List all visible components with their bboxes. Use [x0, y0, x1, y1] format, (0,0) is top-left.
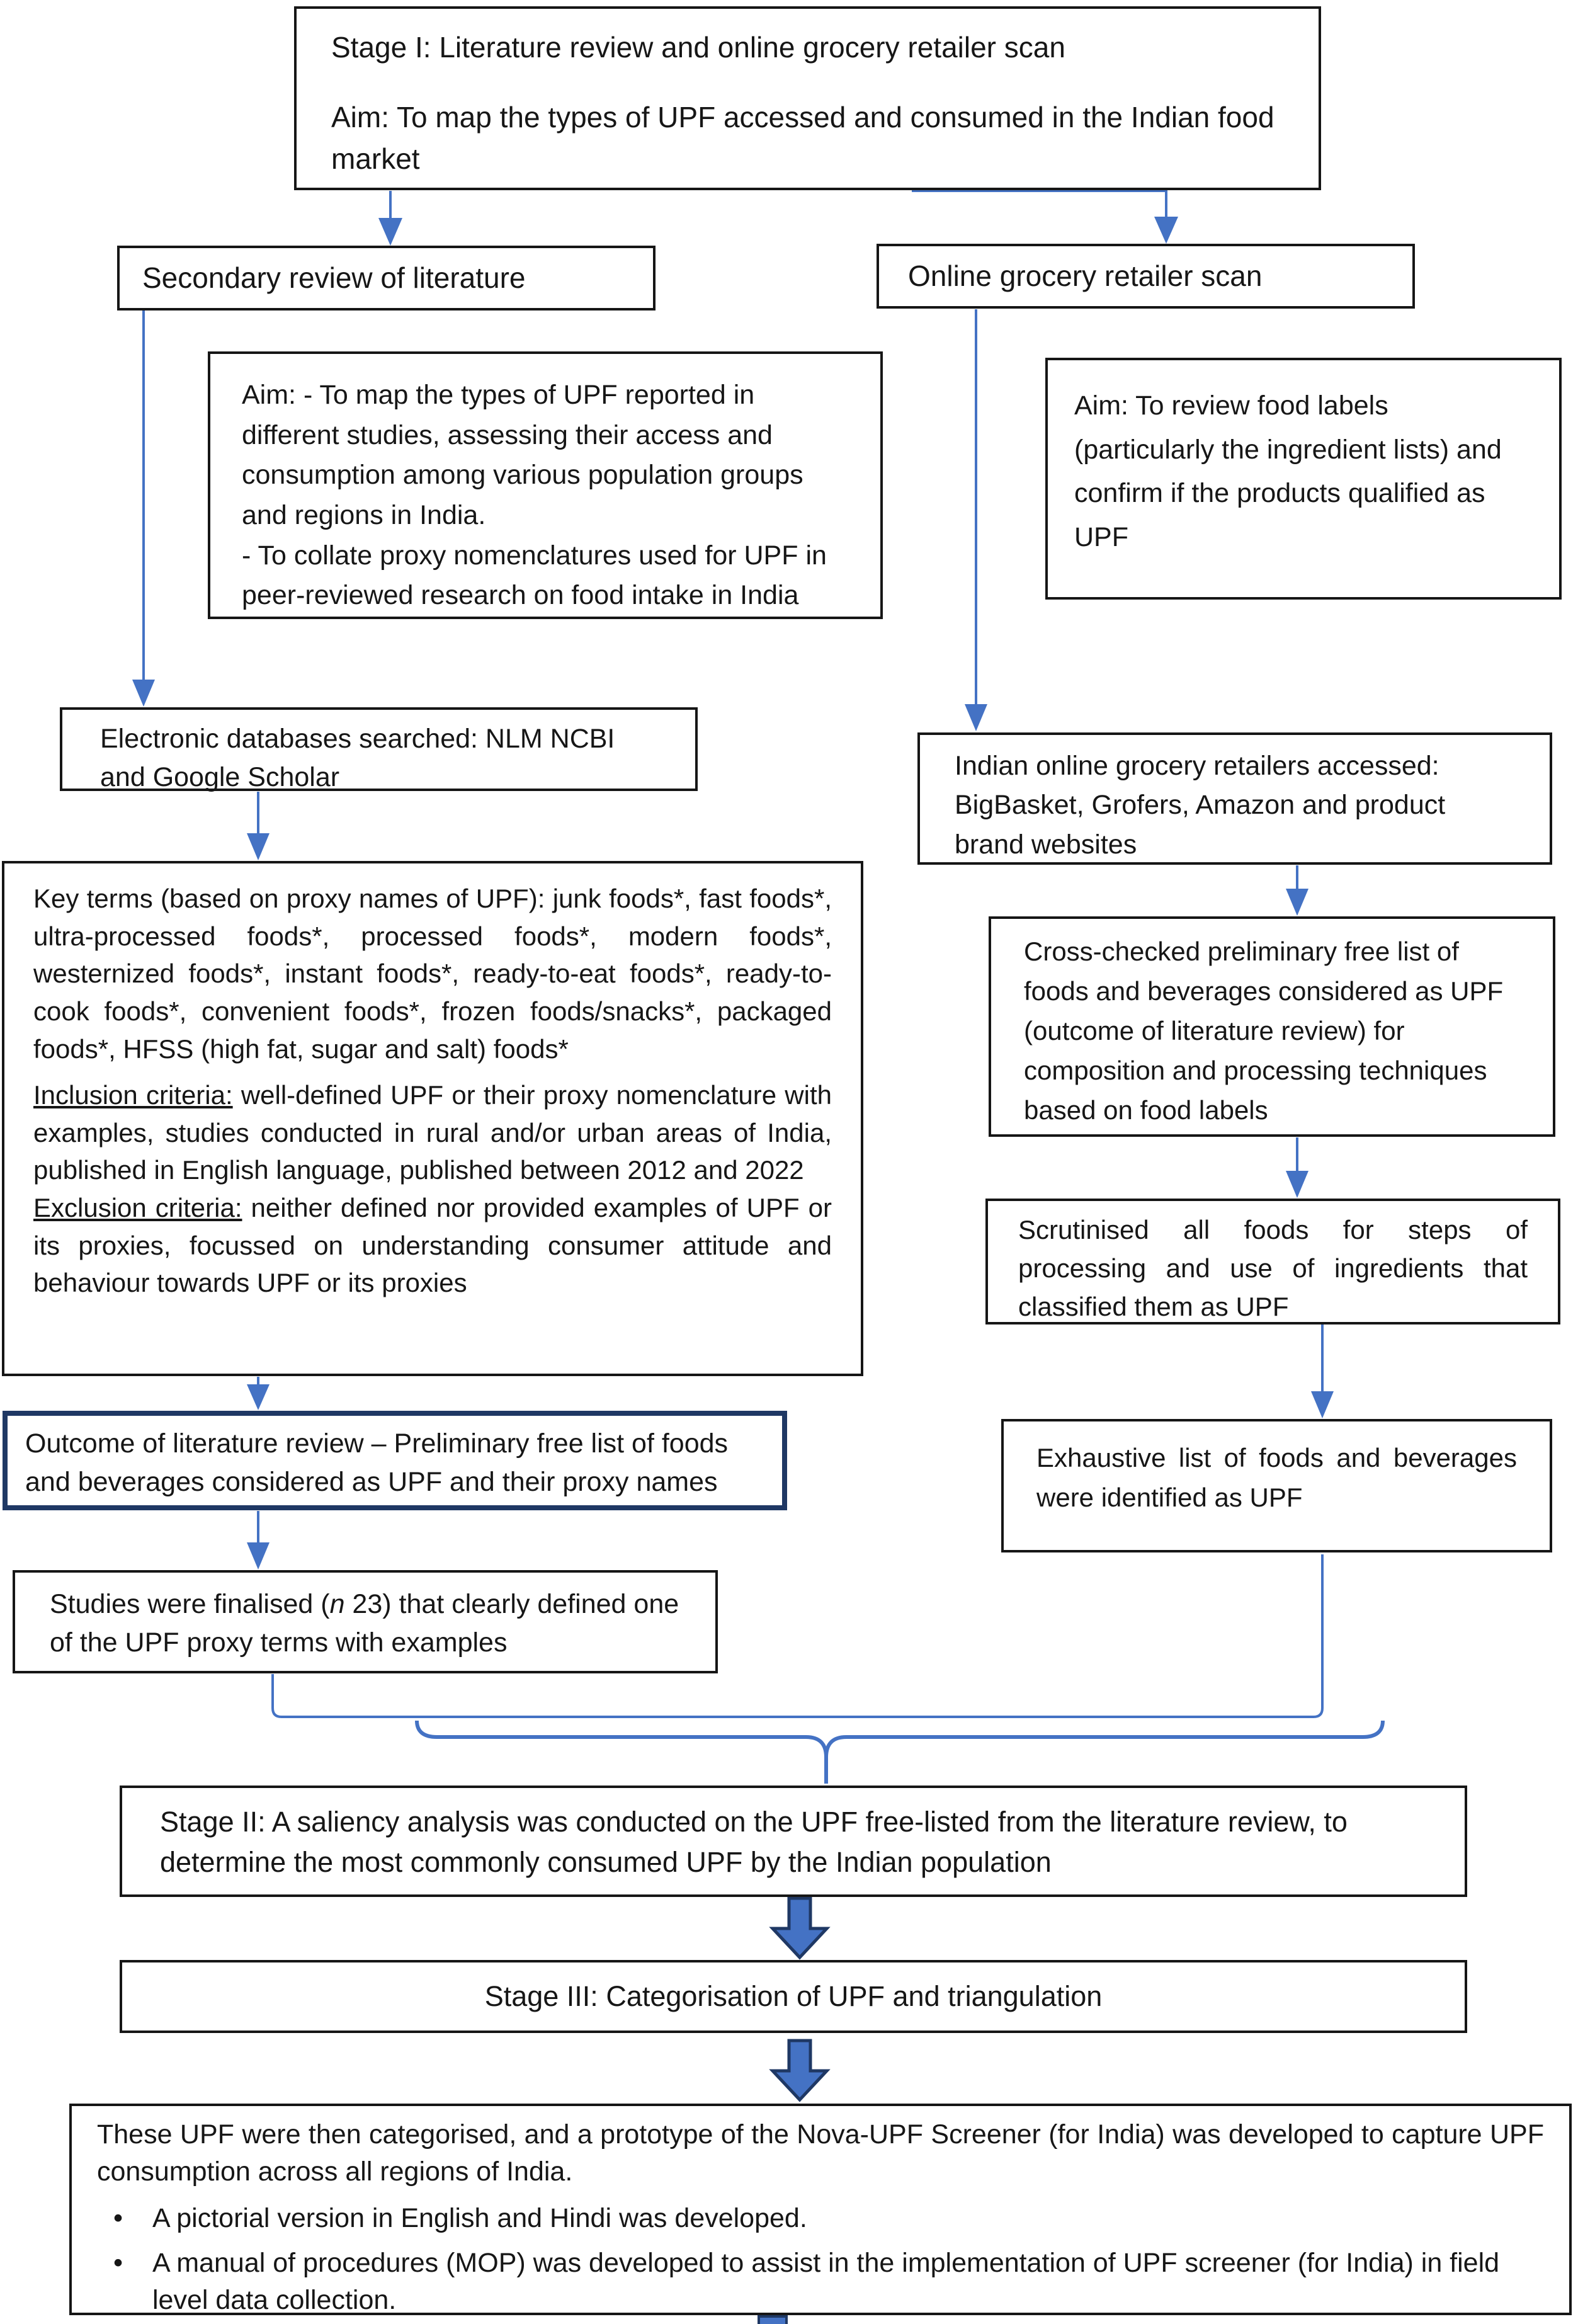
arrow-secondary-to-databases	[132, 310, 155, 707]
stage3-text: Stage III: Categorisation of UPF and triangulation	[484, 1980, 1103, 2013]
final-intro: These UPF were then categorised, and a prototype of the Nova-UPF Screener (for India) was developed to capture UPF consumption across all regions of India.	[97, 2119, 1544, 2187]
scrutinised-box	[985, 1199, 1560, 1324]
studies-text-suffix: 23) that clearly defined one of the UPF proxy terms with examples	[50, 1589, 679, 1658]
aim-literature-box	[208, 351, 883, 619]
list-item	[113, 2245, 1544, 2320]
retailers-box	[917, 732, 1552, 865]
outcome-box	[3, 1411, 787, 1510]
bullet-icon: •	[113, 2202, 123, 2233]
cross-check-box	[989, 916, 1555, 1137]
stage1-title: Stage I: Literature review and online grocery retailer scan	[331, 31, 1065, 64]
online-scan-box	[877, 244, 1415, 309]
cross-check-text: Cross-checked preliminary free list of foods and beverages considered as UPF (outcome of literature review) for composition and processing techniques based on food labels	[1024, 937, 1504, 1125]
aim-retailer-text: Aim: To review food labels (particularly the ingredient lists) and confirm if the products qualified as UPF	[1074, 390, 1502, 552]
stage3-box	[120, 1960, 1467, 2033]
arrow-outcome-to-studies	[247, 1511, 270, 1569]
arrow-stage1-to-secondary	[378, 191, 402, 246]
arrow-keyterms-to-outcome	[247, 1377, 270, 1410]
arrow-retailers-to-crosscheck	[1286, 865, 1308, 916]
inclusion-criteria	[33, 1076, 832, 1189]
studies-box	[13, 1570, 718, 1673]
databases-box	[60, 707, 698, 791]
key-terms-text: Key terms (based on proxy names of UPF): junk foods*, fast foods*, ultra-processed foods*, processed foods*, modern foods*, westernized foods*, instant foods*, ready-to-eat foods*, ready-to-cook foods*, convenient foods*, frozen foods/snacks*, packaged foods*, HFSS (high fat, sugar and salt) foods*	[33, 884, 832, 1064]
secondary-review-label: Secondary review of literature	[142, 261, 526, 295]
aim-literature-para2: - To collate proxy nomenclatures used for UPF in peer-reviewed research on food intake in India	[242, 540, 827, 611]
aim-literature-para1: Aim: - To map the types of UPF reported in different studies, assessing their access and consumption among various population groups and regions in India.	[242, 380, 803, 530]
arrow-online-to-retailers	[965, 309, 987, 731]
databases-text: Electronic databases searched: NLM NCBI and Google Scholar	[100, 724, 615, 793]
final-bullet-2: A manual of procedures (MOP) was developed to assist in the implementation of UPF screener (for India) in field level data collection.	[152, 2247, 1500, 2316]
arrow-crosscheck-to-scrutinised	[1286, 1137, 1308, 1198]
retailers-text: Indian online grocery retailers accessed: BigBasket, Grofers, Amazon and product brand websites	[955, 751, 1446, 860]
key-terms-box	[2, 861, 863, 1376]
studies-n-italic: n	[329, 1589, 345, 1619]
bullet-icon: •	[113, 2247, 123, 2278]
outcome-text: Outcome of literature review – Preliminary free list of foods and beverages considered as UPF and their proxy names	[25, 1428, 729, 1498]
block-arrow-stage3-to-final	[773, 2041, 827, 2100]
block-arrow-stage2-to-stage3	[773, 1898, 827, 1957]
inclusion-criteria-label: Inclusion criteria:	[33, 1080, 233, 1110]
merge-brace	[417, 1721, 1383, 1784]
exhaustive-text: Exhaustive list of foods and beverages were identified as UPF	[1036, 1443, 1517, 1512]
final-bullet-1: A pictorial version in English and Hindi was developed.	[152, 2202, 807, 2233]
final-box	[69, 2104, 1572, 2315]
exclusion-criteria-label: Exclusion criteria:	[33, 1193, 242, 1222]
secondary-review-box	[117, 246, 656, 310]
list-item	[113, 2200, 1544, 2237]
scrutinised-text: Scrutinised all foods for steps of processing and use of ingredients that classified them as UPF	[1018, 1215, 1528, 1321]
stage2-text: Stage II: A saliency analysis was conducted on the UPF free-listed from the literature review, to determine the most commonly consumed UPF by the Indian population	[160, 1806, 1348, 1878]
aim-retailer-box	[1045, 358, 1562, 600]
stage1-aim: Aim: To map the types of UPF accessed and consumed in the Indian food market	[331, 100, 1274, 176]
stage2-box	[120, 1786, 1467, 1897]
exclusion-criteria-text: neither defined nor provided examples of UPF or its proxies, focussed on understanding consumer attitude and behaviour towards UPF or its proxies	[33, 1193, 832, 1298]
exhaustive-box	[1001, 1419, 1552, 1552]
stage1-box	[294, 6, 1321, 190]
online-scan-label: Online grocery retailer scan	[908, 259, 1263, 293]
exclusion-criteria	[33, 1189, 832, 1302]
inclusion-criteria-text: well-defined UPF or their proxy nomenclature with examples, studies conducted in rural and/or urban areas of India, published in English language, published between 2012 and 2022	[33, 1080, 832, 1185]
final-bullet-list	[97, 2200, 1544, 2320]
studies-text	[50, 1585, 681, 1662]
studies-text-prefix: Studies were finalised (	[50, 1589, 330, 1619]
arrow-scrutinised-to-exhaustive	[1311, 1321, 1334, 1418]
arrow-stage1-to-online	[912, 191, 1178, 244]
arrow-databases-to-keyterms	[247, 792, 270, 860]
